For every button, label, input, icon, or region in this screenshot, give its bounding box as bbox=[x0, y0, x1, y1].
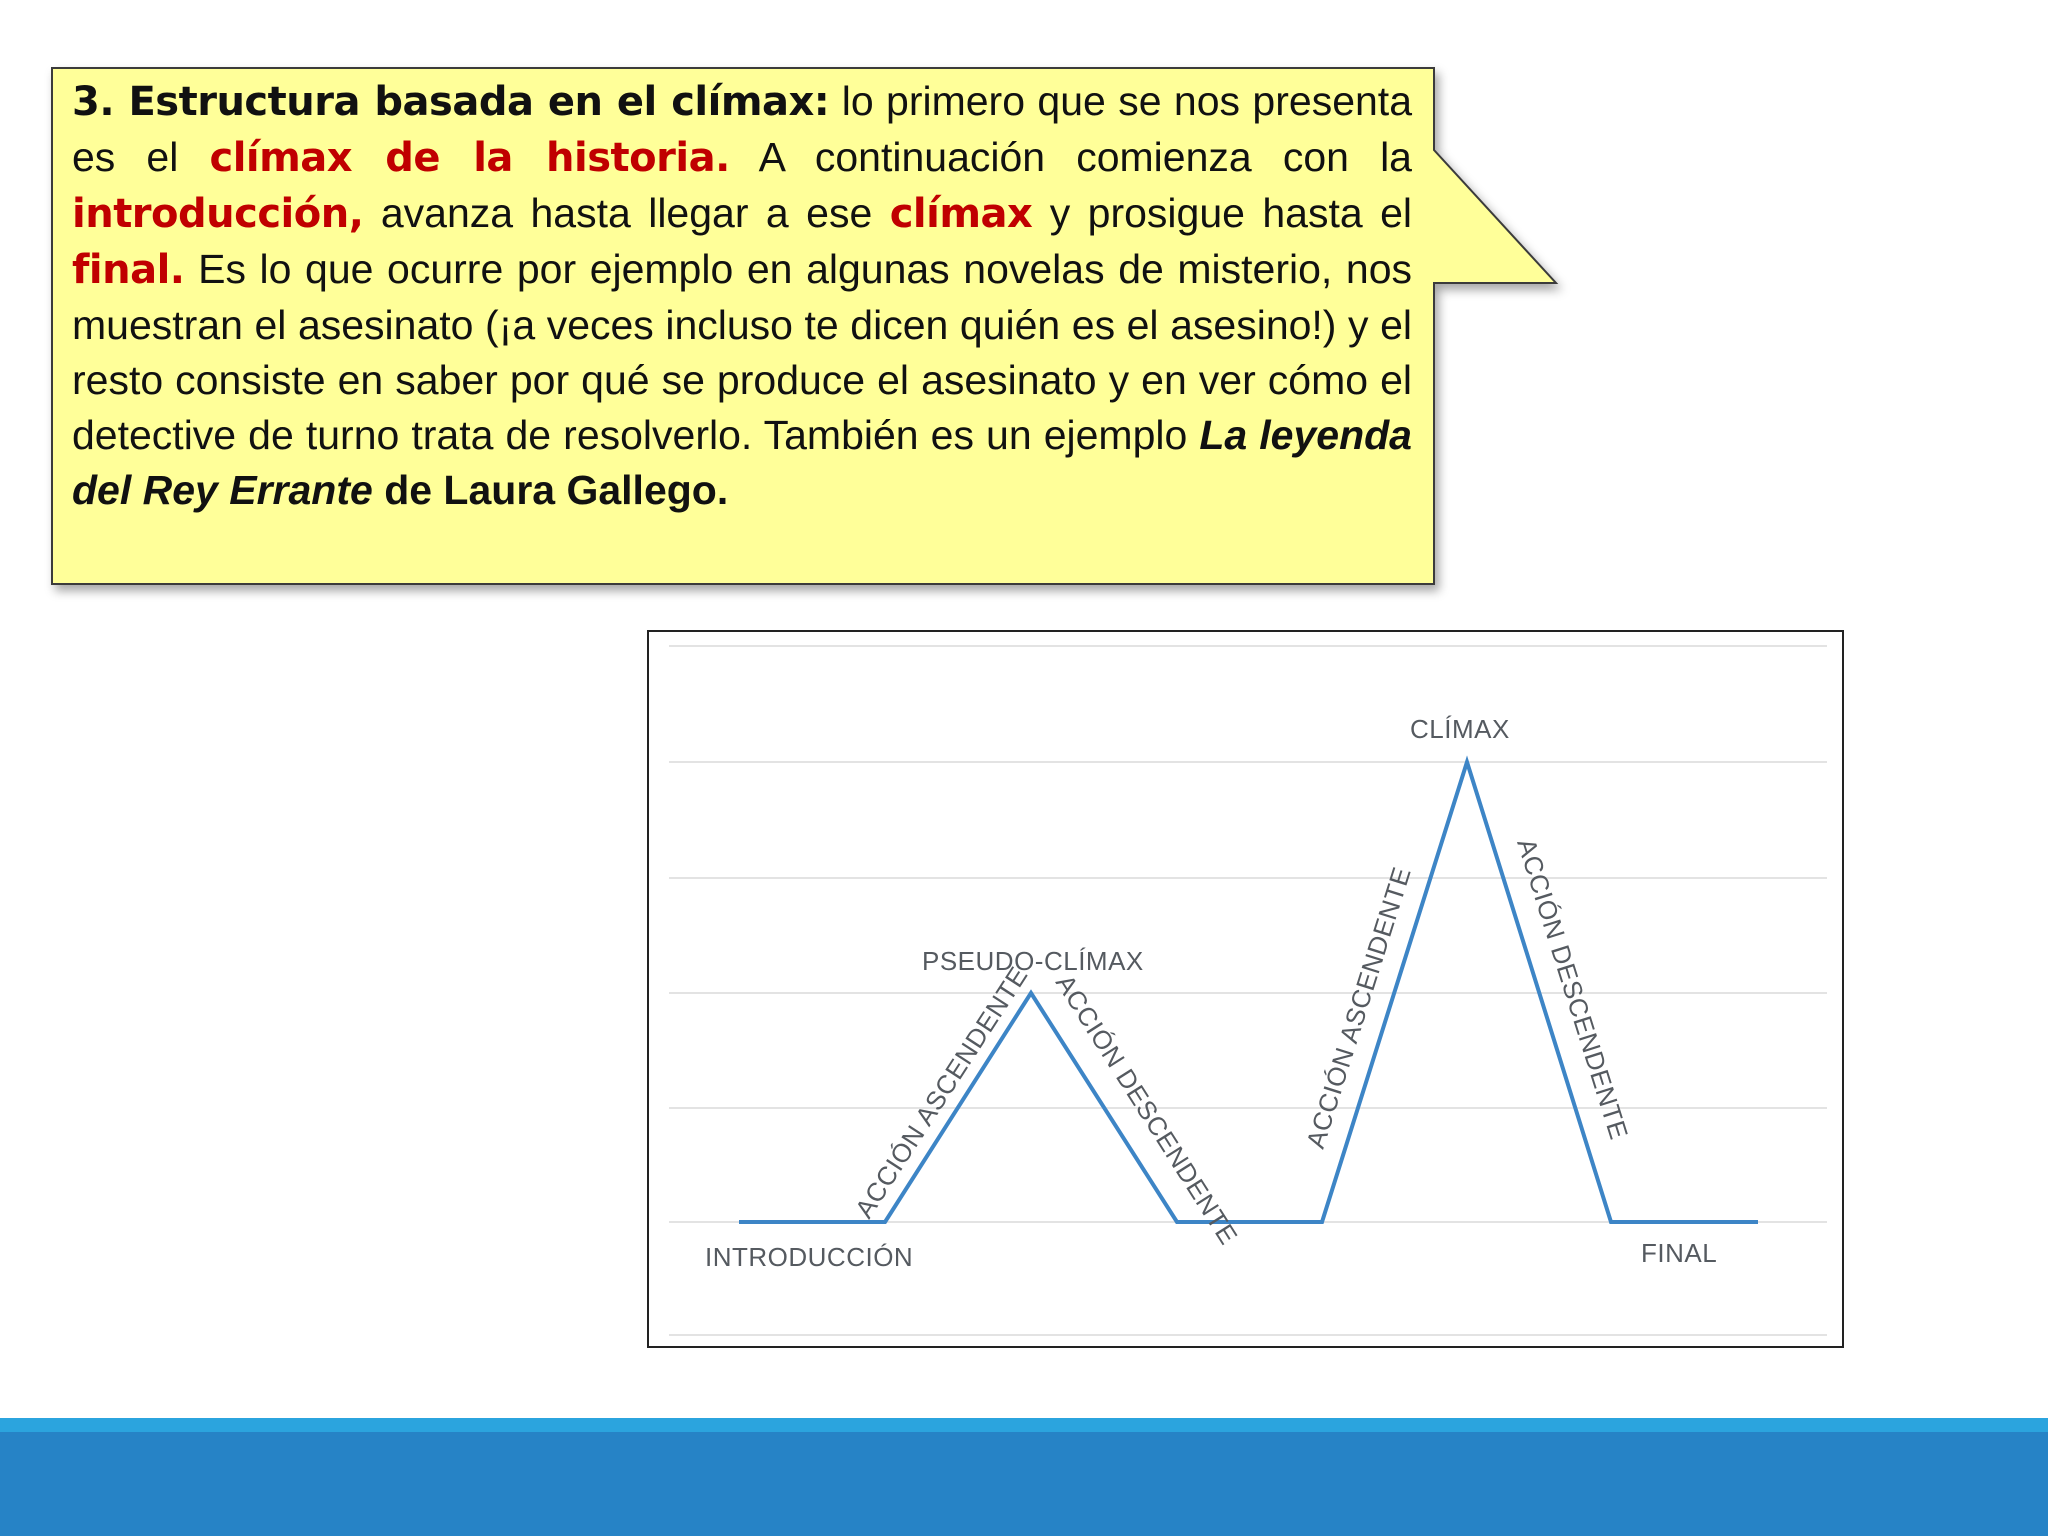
footer-stripe bbox=[0, 1418, 2048, 1432]
label-climax: CLÍMAX bbox=[1410, 714, 1510, 744]
book-title: La leyenda del Rey Errante bbox=[72, 412, 1412, 513]
label-accion-ascendente-2: ACCIÓN ASCENDENTE bbox=[1300, 863, 1417, 1152]
label-accion-descendente-2: ACCIÓN DESCENDENTE bbox=[1511, 834, 1635, 1144]
plot-diagram-svg bbox=[647, 630, 1844, 1348]
label-accion-ascendente-1: ACCIÓN ASCENDENTE bbox=[848, 961, 1034, 1224]
callout-text bbox=[72, 74, 1412, 518]
callout-lead: 3. Estructura basada en el clímax: bbox=[72, 79, 830, 125]
label-pseudo-climax: PSEUDO-CLÍMAX bbox=[922, 946, 1144, 976]
highlight-climax-historia: clímax de la historia. bbox=[209, 135, 730, 181]
callout-text-1: lo primero que se nos presenta es el bbox=[72, 78, 1412, 180]
highlight-introduccion: introducción, bbox=[72, 191, 364, 237]
book-author: de Laura Gallego. bbox=[372, 467, 729, 513]
callout-text-3: avanza hasta llegar a ese bbox=[363, 190, 890, 236]
plot-diagram bbox=[647, 630, 1844, 1348]
label-introduccion: INTRODUCCIÓN bbox=[705, 1242, 914, 1272]
footer-bar bbox=[0, 1432, 2048, 1536]
callout-text-5: Es lo que ocurre por ejemplo en algunas novelas de misterio, nos muestran el asesinato (¡a veces incluso te dicen quién es el asesino!) y el resto consiste en saber por qué se produce el asesinato y en ver cómo el detective de turno trata de resolverlo. También es un ejemplo bbox=[72, 246, 1412, 458]
callout-text-2: A continuación comienza con la bbox=[729, 134, 1412, 180]
label-accion-descendente-1: ACCIÓN DESCENDENTE bbox=[1049, 969, 1244, 1250]
highlight-climax: clímax bbox=[889, 191, 1033, 237]
callout-box bbox=[0, 0, 2048, 700]
callout-text-4: y prosigue hasta el bbox=[1032, 190, 1412, 236]
label-final: FINAL bbox=[1641, 1238, 1718, 1268]
highlight-final: final. bbox=[72, 247, 185, 293]
